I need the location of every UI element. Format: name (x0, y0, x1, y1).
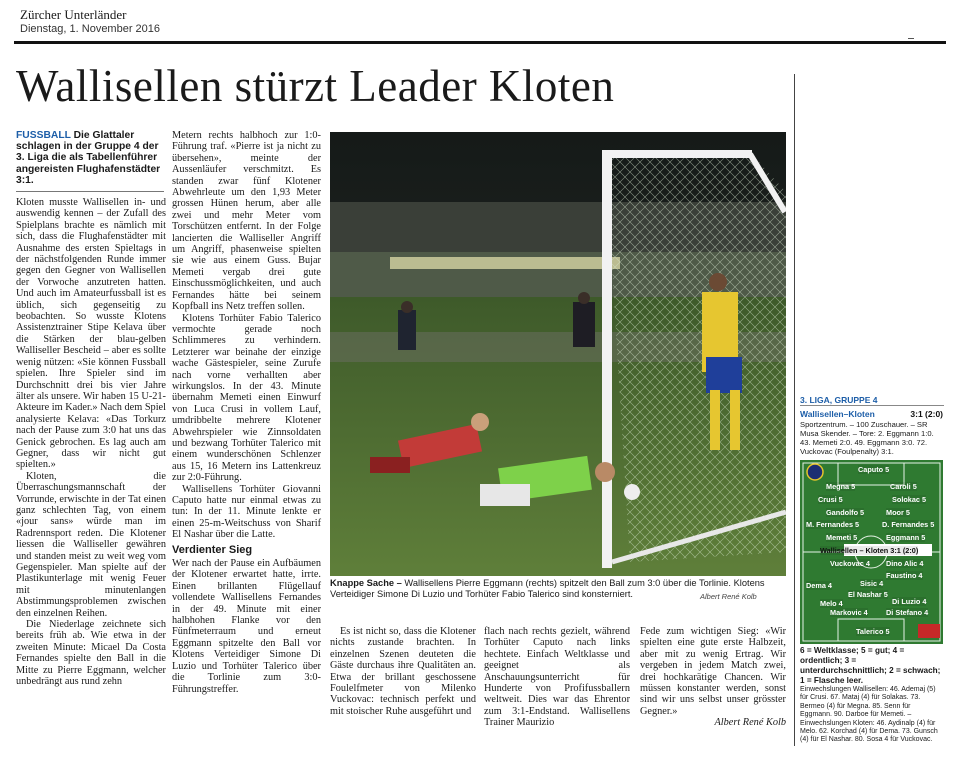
player-label: Di Luzio 4 (892, 597, 927, 606)
article-column-3 (330, 626, 476, 717)
player-label: Di Stefano 4 (886, 608, 929, 617)
pitch-score: Wallisellen – Kloten 3:1 (2:0) (820, 546, 919, 555)
newspaper-name: Zürcher Unterländer (20, 7, 127, 22)
paragraph: flach nach rechts gezielt, während Torhüter Caputo nach links hechtete. Einfach Weltklasse und geeignet als Anschauungsunterricht für Hunderte von Profifussballern weltweit. Dies war das Ehrentor zum 3:1-Endstand. Wallisellens Trainer Maurizio (484, 626, 630, 729)
player-label: Dino Alic 4 (886, 559, 924, 568)
publication-date: Dienstag, 1. November 2016 (20, 23, 161, 35)
top-rule (14, 41, 946, 44)
paragraph: Kloten, die Überraschungsmannschaft der Vorrunde, erwischte in der Tat einen ganz schlechten Tag, von einem «jour sans» würde man im Radrennsport reden. Die Klotener liessen die Walliseller gewähren und standen meist zu weit weg vom Gegenspieler. Man spielte auf der Plastikunterlage mit wenig Feuer mit minutenlangen Abstimmungsproblemen zwischen den einzelnen Reihen. (16, 470, 166, 619)
player-label: Caputo 5 (858, 465, 890, 474)
player-label: Markovic 4 (830, 608, 868, 617)
player-label: Megna 5 (826, 482, 856, 491)
headline: Wallisellen stürzt Leader Kloten (16, 61, 615, 111)
caption-text: Wallisellens Pierre Eggmann (rechts) spitzelt den Ball zum 3:0 über die Torlinie. Klotens Verteidiger Simone Di Luzio und Torhüter Fabio Talerico sind konsterniert. (330, 578, 765, 599)
paragraph: Wallisellens Torhüter Giovanni Caputo hatte nur einmal etwas zu tun: In der 11. Minute lenkte er einen 25-m-Weitschuss von Sharif El Nashar über die Latte. (172, 483, 321, 541)
lead-rule (16, 191, 164, 192)
paragraph: Wer nach der Pause ein Aufbäumen der Klotener erwartet hatte, irrte. Einen brillanten Flügellauf vollendete Wallisellens Fernandes in der 49. Minute mit einer halbhohen Flanke vor den Fünfmeterraum und erneut Eggmann spitzelte den Ball vor Klotens Verteidiger Simone Di Luzio und Torhüter Talerico über die Torlinie zum 3:0-Führungstreffer. (172, 558, 321, 695)
author: Albert René Kolb (714, 717, 786, 729)
tick-mark (908, 38, 914, 39)
sidebar-title: 3. LIGA, GRUPPE 4 (800, 395, 878, 405)
subheading: Verdienter Sieg (172, 543, 253, 556)
match-details: Sportzentrum. – 100 Zuschauer. – SR Musa Skender. – Tore: 2. Eggmann 1:0. 43. Memeti 2:0. 49. Eggmann 3:0. 72. Vuckovac (Foulpenalty) 3:1. (800, 420, 934, 456)
match-line (800, 409, 943, 419)
substitutions: Einwechslungen Wallisellen: 46. Ademaj (5) für Crusi. 67. Mataj (4) für Solakas. 73. Bermeo (4) für Megna. 85. Senn für Eggmann. 90. Darboe für Memeti. – Einwechslungen Kloten: 46. Aydinalp (4) für Melo. 62. Korchad (4) für Dema. 73. Gunsch (4) für El Nashar. 80. Sosa 4 für Vuckovac. (800, 686, 938, 744)
player-label: Sisic 4 (860, 579, 884, 588)
paragraph: Kloten musste Wallisellen in- und auswendig kennen – der Zufall des Spielplans brachte es nämlich mit sich, dass die Flughafenstädter mit Ausnahme des ersten Spieltags in der nächstfolgenden Runde immer gegen den Gegner von Wallisellen der Vorwoche anzutreten hatten. Und auch im Amateurfussball ist es üblich, sich gegenseitig zu beobachten. So wusste Klotens Assistenztrainer Stipe Kelava über die Stärken der blau-gelben Walliseller Bescheid – aber es sollte wenig nützen: «Sie können Fussball spielen. Ihre Spieler sind im Durchschnitt drei bis vier Jahre älter als unsere. Wir haben 15 U-21-Akteure im Kader.» Nach dem Spiel analysierte Kelava: «Das Torkurz nach der Pause zum 3:0 hat uns das Genick gebrochen. Es lag auch am Gegner, dass wir nicht gut spielten.» (16, 197, 166, 471)
lead-text: Die Glattaler schlagen in der Gruppe 4 der 3. Liga die als Tabellenführer angereisten Flughafenstädter 3:1. (16, 130, 161, 186)
caption-bold: Knappe Sache – (330, 578, 402, 588)
photo-illustration (330, 132, 786, 576)
article-column-4 (484, 626, 630, 729)
player-label: Talerico 5 (856, 627, 890, 636)
player-label: D. Fernandes 5 (882, 520, 935, 529)
match-result: 3:1 (2:0) (910, 409, 943, 419)
player-label: Crusi 5 (818, 495, 843, 504)
player-label: Caroli 5 (890, 482, 917, 491)
kicker: FUSSBALL (16, 130, 71, 141)
lineup-pitch (800, 460, 943, 644)
player-label: Eggmann 5 (886, 533, 926, 542)
paragraph: Klotens Torhüter Fabio Talerico vermochte gerade noch Schlimmeres zu verhindern. Letzterer war beinahe der einzige wache Gästespieler, seine Zurufe nach vorne verhallten aber wirkungslos. In der 43. Minute übernahm Memeti einen Einwurf von Luca Crusi in vollem Lauf, umdribbelte mehrere Klotener Abwehrspieler wie Zinnsoldaten und bezwang Torhüter Talerico mit einem wunderschönen Schlenzer aus 15, 16 Metern ins Lattenkreuz zur 2:0-Führung. (172, 312, 321, 484)
player-label: Memeti 5 (826, 533, 858, 542)
match-photo (330, 132, 786, 576)
article-column-1 (16, 197, 166, 687)
article-column-2 (172, 130, 321, 695)
paragraph: Fede zum wichtigen Sieg: «Wir spielten eine gute erste Halbzeit, aber mit zu wenig Ertrag. Wir vergeben in jedem Match zwei, drei hochkarätige Chancen. Wir müssen konstanter werden, sonst sind wir uns selbst unser grösster Gegner.» (640, 626, 786, 717)
photo-credit: Albert René Kolb (700, 592, 757, 601)
sidebar-rule (800, 405, 944, 406)
player-label: Vuckovac 4 (830, 559, 870, 568)
rating-legend: 6 = Weltklasse; 5 = gut; 4 = ordentlich; 3 = unterdurchschnittlich; 2 = schwach; 1 = Flasche leer. (800, 646, 941, 685)
paragraph: Es ist nicht so, dass die Klotener nichts zustande brachten. In einzelnen Szenen deuteten die Gäste durchaus ihre Qualitäten an. Etwa der brillant geschossene Foulelfmeter von Milenko Vuckovac: technisch perfekt und mit stoischer Ruhe ausgeführt und (330, 626, 476, 717)
player-label: Dema 4 (806, 581, 832, 590)
match-teams: Wallisellen–Kloten (800, 409, 875, 419)
player-label: Melo 4 (820, 599, 843, 608)
lead-paragraph (16, 130, 166, 186)
player-label: M. Fernandes 5 (806, 520, 860, 529)
player-label: Moor 5 (886, 508, 910, 517)
paragraph: Die Niederlage zeichnete sich bereits früh ab. Wie etwa in der zweiten Minute: Micael Da Costa Fernandes spielte den Ball in die Mitte zu Pierre Eggmann, welcher unbedrängt aus rund zehn (16, 619, 166, 688)
article-column-5 (640, 626, 786, 729)
column-separator (794, 74, 795, 746)
player-label: Gandolfo 5 (826, 508, 865, 517)
player-label: El Nashar 5 (848, 590, 888, 599)
player-label: Faustino 4 (886, 571, 923, 580)
player-label: Solokac 5 (892, 495, 927, 504)
paragraph: Metern rechts halbhoch zur 1:0-Führung traf. «Pierre ist ja nicht zu übersehen», meinte der Aussenläufer verschmitzt. Es standen zwar fünf Klotener Abwehrleute um den 1,93 Meter grossen Hünen herum, aber alle zwei und mehr Meter vom Torschützen entfernt. In der Folge lancierten die Walliseller Angriff um Angriff, phasenweise spielten sie wie aus einem Guss. Bujar Memeti vergab drei gute Einschussmöglichkeiten, und auch Fernandes hätte bei seinem Kopfball ins Netz treffen sollen. (172, 130, 321, 313)
